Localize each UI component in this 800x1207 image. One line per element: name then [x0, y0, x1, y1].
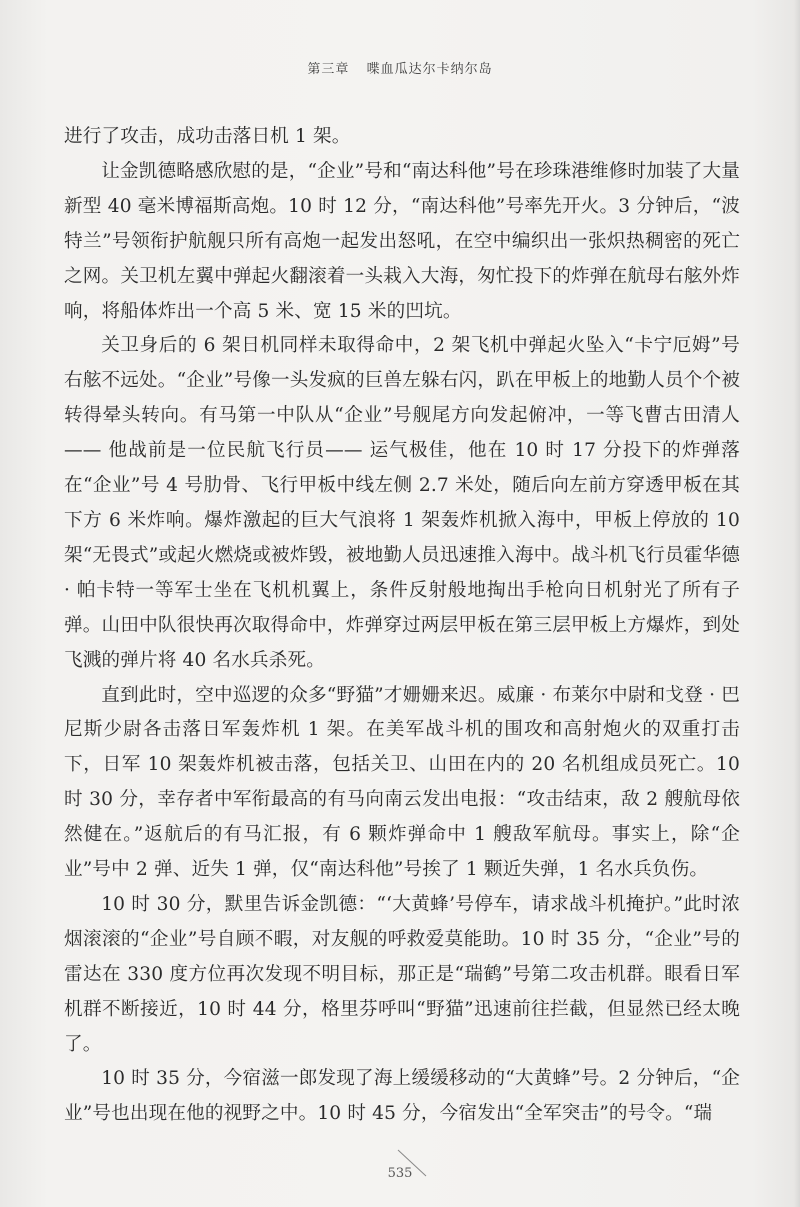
paragraph: 10 时 35 分，今宿滋一郎发现了海上缓缓移动的“大黄蜂”号。2 分钟后，“企业”号也出现在他的视野之中。10 时 45 分，今宿发出“全军突击”的号令。“瑞 [64, 1068, 740, 1125]
paragraph: 10 时 30 分，默里告诉金凯德：“‘大黄蜂’号停车，请求战斗机掩护。”此时浓烟滚滚的“企业”号自顾不暇，对友舰的呼救爱莫能助。10 时 35 分，“企业”号的雷达在 330 度方位再次发现不明目标，那正是“瑞鹤”号第二攻击机群。眼看日军机群不断接近，10 时 44 分，格里芬呼叫“野猫”迅速前往拦截，但显然已经太晚了。 [64, 893, 740, 1055]
running-head [0, 58, 800, 77]
chapter-title: 喋血瓜达尔卡纳尔岛 [366, 62, 493, 77]
paragraph: 让金凯德略感欣慰的是，“企业”号和“南达科他”号在珍珠港维修时加装了大量新型 40 毫米博福斯高炮。10 时 12 分，“南达科他”号率先开火。3 分钟后，“波特兰”号领衔护航舰只所有高炮一起发出怒吼，在空中编织出一张炽热稠密的死亡之网。关卫机左翼中弹起火翻滚着一头栽入大海，匆忙投下的炸弹在航母右舷外炸响，将船体炸出一个高 5 米、宽 15 米的凹坑。 [64, 160, 740, 322]
paragraph: 直到此时，空中巡逻的众多“野猫”才姗姗来迟。威廉 · 布莱尔中尉和戈登 · 巴尼斯少尉各击落日军轰炸机 1 架。在美军战斗机的围攻和高射炮火的双重打击下，日军 10 架轰炸机被击落，包括关卫、山田在内的 20 名机组成员死亡。10 时 30 分，幸存者中军衔最高的有马向南云发出电报：“攻击结束，敌 2 艘航母依然健在。”返航后的有马汇报，有 6 颗炸弹命中 1 艘敌军航母。事实上，除“企业”号中 2 弹、近失 1 弹，仅“南达科他”号挨了 1 颗近失弹，1 名水兵负伤。 [64, 684, 740, 881]
body-text [64, 120, 740, 1132]
page-edge-shadow [794, 0, 800, 1207]
chapter-number: 第三章 [307, 62, 350, 77]
page-number: 535 [387, 1166, 413, 1181]
paragraph: 关卫身后的 6 架日机同样未取得命中，2 架飞机中弹起火坠入“卡宁厄姆”号右舷不远处。“企业”号像一头发疯的巨兽左躲右闪，趴在甲板上的地勤人员个个被转得晕头转向。有马第一中队从“企业”号舰尾方向发起俯冲，一等飞曹古田清人—— 他战前是一位民航飞行员—— 运气极佳，他在 10 时 17 分投下的炸弹落在“企业”号 4 号肋骨、飞行甲板中线左侧 2.7 米处，随后向左前方穿透甲板在其下方 6 米炸响。爆炸激起的巨大气浪将 1 架轰炸机掀入海中，甲板上停放的 10 架“无畏式”或起火燃烧或被炸毁，被地勤人员迅速推入海中。战斗机飞行员霍华德 · 帕卡特一等军士坐在飞机机翼上，条件反射般地掏出手枪向日机射光了所有子弹。山田中队很快再次取得命中，炸弹穿过两层甲板在第三层甲板上方爆炸，到处飞溅的弹片将 40 名水兵杀死。 [64, 335, 740, 671]
paragraph: 进行了攻击，成功击落日机 1 架。 [64, 126, 351, 147]
